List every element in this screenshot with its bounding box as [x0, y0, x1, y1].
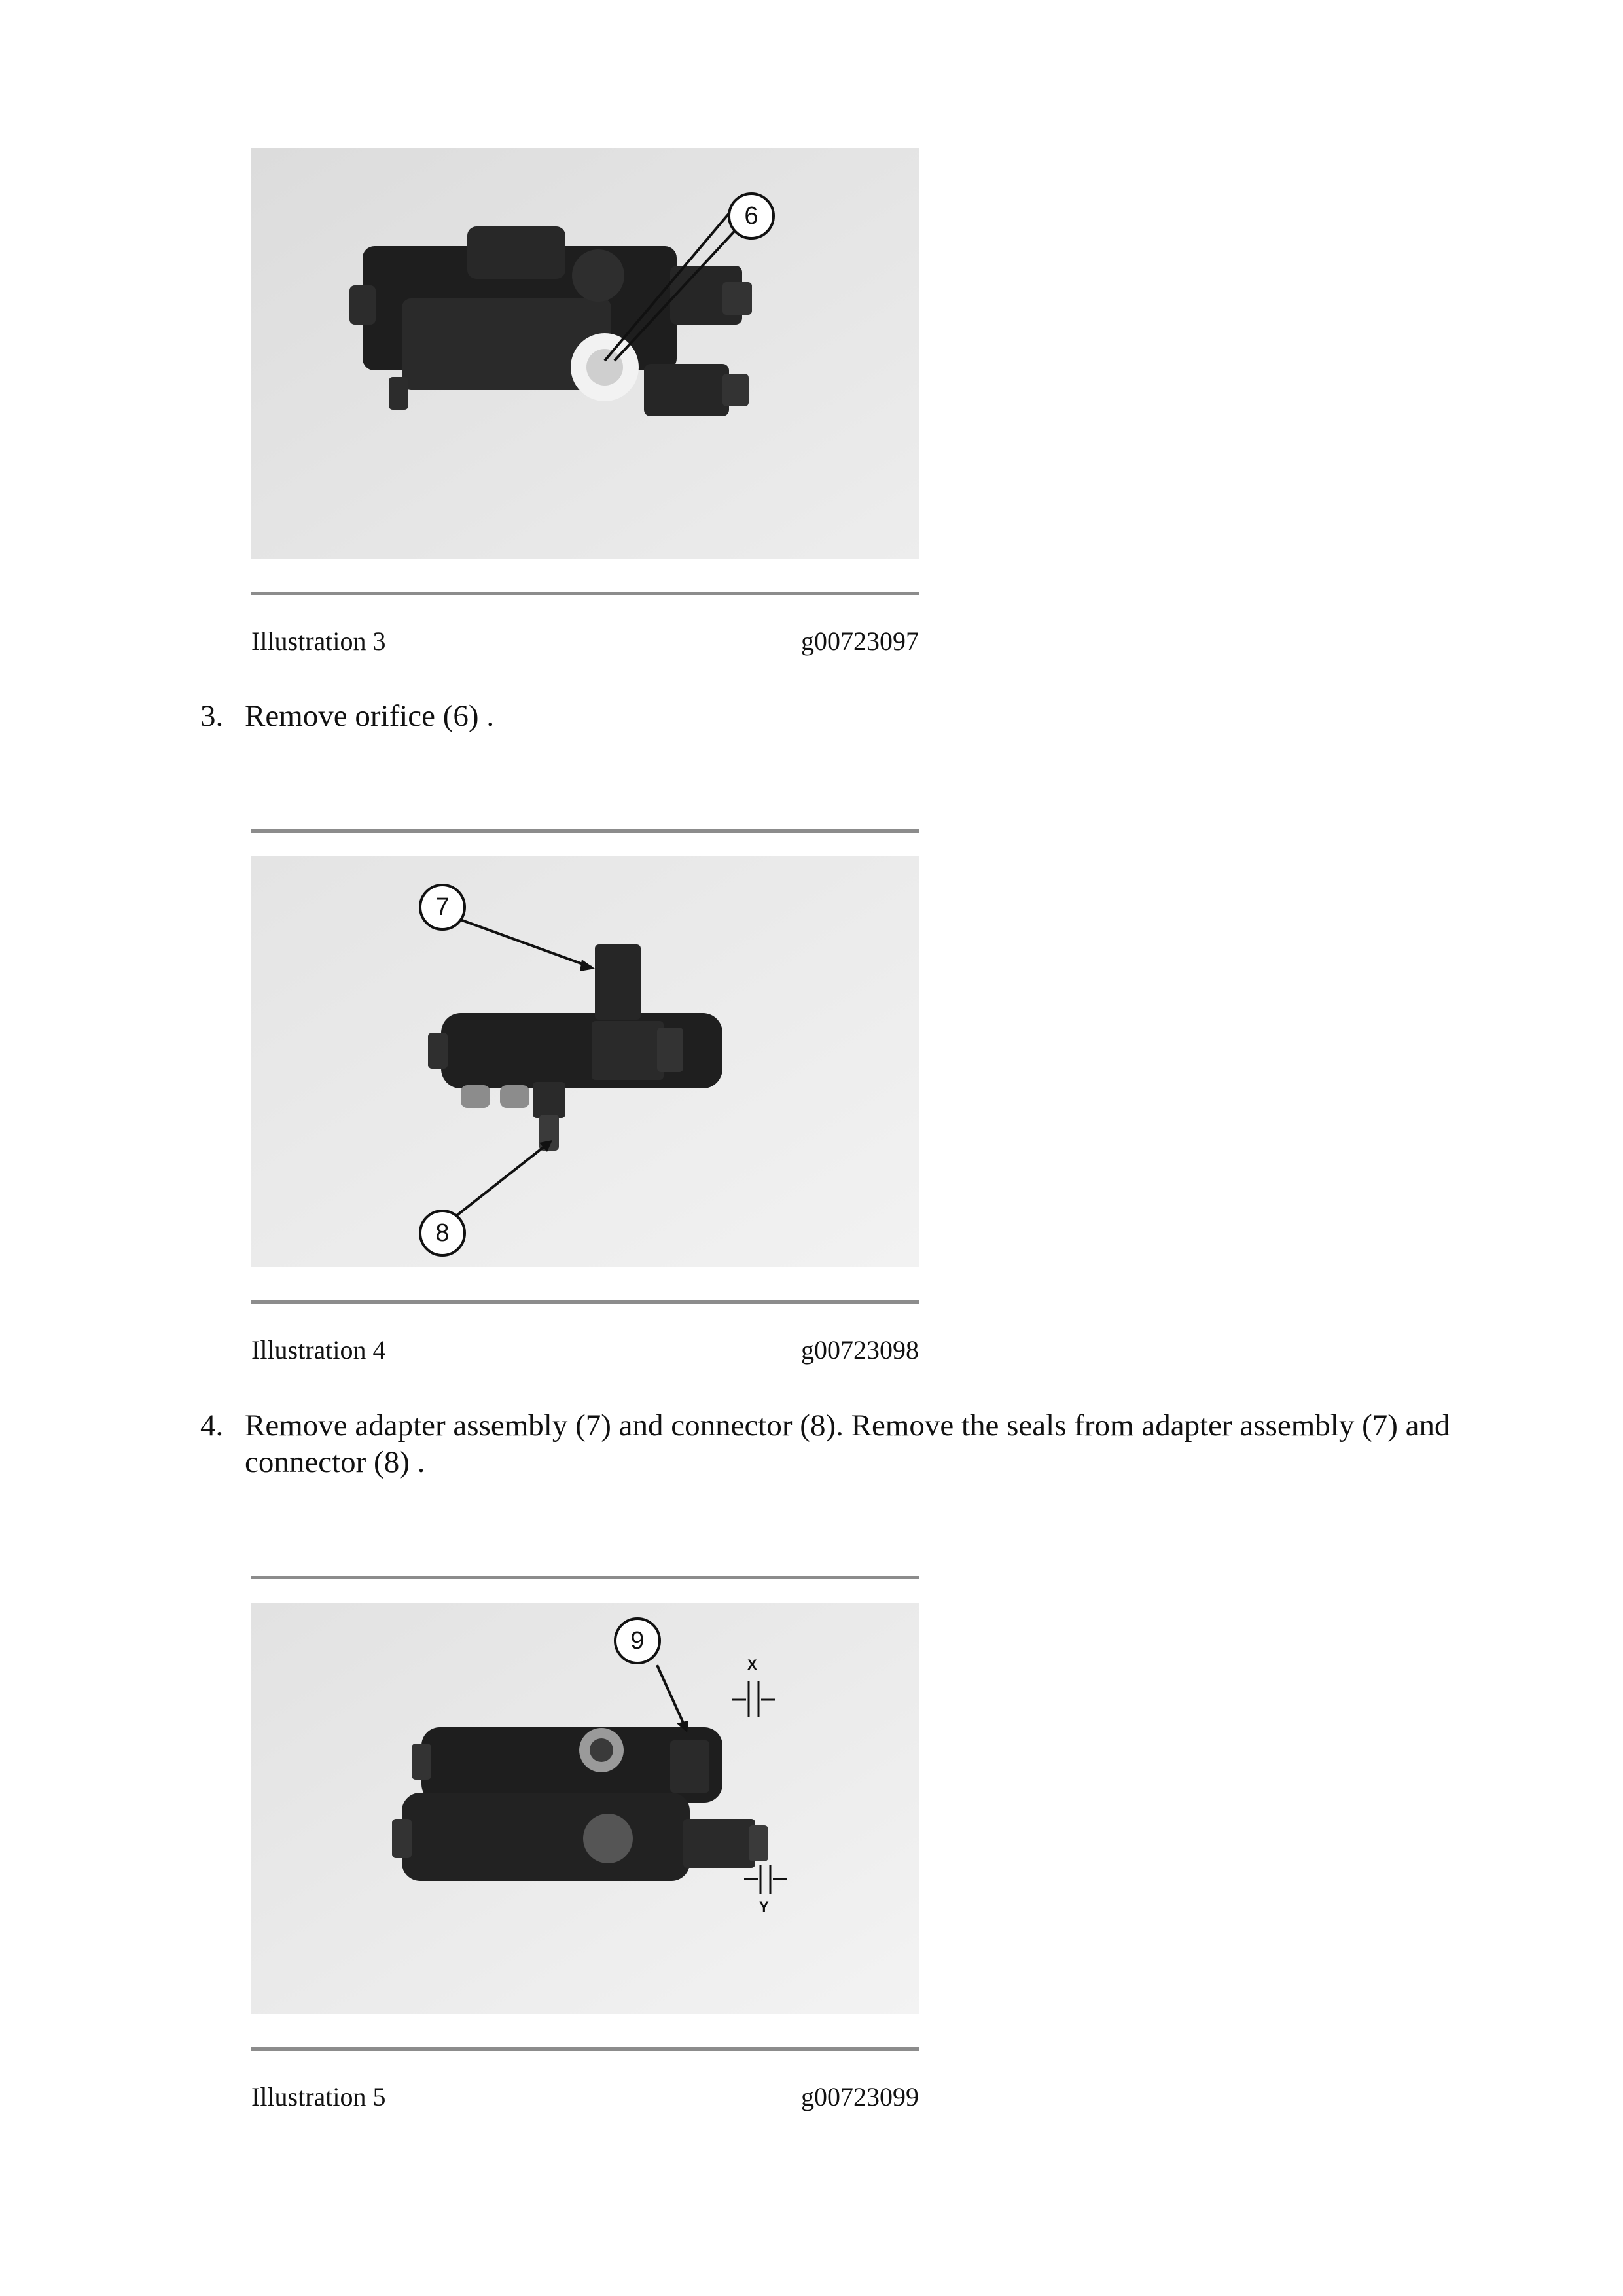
callout-6	[728, 192, 775, 240]
illustration-3-photo	[251, 148, 919, 559]
step-text: Remove adapter assembly (7) and connector (8). Remove the seals from adapter assembly (7) and connector (8) .	[245, 1408, 1450, 1479]
illustration-code: g00723099	[801, 2082, 919, 2111]
valve-photo-2	[251, 856, 919, 1267]
figure-rule	[251, 2047, 919, 2051]
callout-8	[419, 1210, 466, 1257]
valve-photo-3	[251, 1603, 919, 2014]
callout-9-label: 9	[630, 1627, 645, 1655]
callout-7-label: 7	[435, 893, 450, 921]
valve-photo-1	[251, 148, 919, 559]
callout-6-label: 6	[744, 202, 758, 230]
callout-9	[614, 1617, 661, 1664]
callout-7	[419, 884, 466, 931]
dimension-y-label: Y	[759, 1899, 769, 1915]
illustration-label: Illustration 3	[251, 626, 386, 656]
illustration-code: g00723098	[801, 1335, 919, 1365]
illustration-5-photo	[251, 1603, 919, 2014]
step-number: 4.	[200, 1408, 224, 1443]
figure-rule	[251, 592, 919, 595]
step-number: 3.	[200, 699, 224, 733]
illustration-label: Illustration 4	[251, 1335, 386, 1365]
figure-rule	[251, 1576, 919, 1579]
illustration-code: g00723097	[801, 626, 919, 656]
illustration-label: Illustration 5	[251, 2082, 386, 2111]
step-text: Remove orifice (6) .	[245, 699, 495, 733]
callout-8-label: 8	[435, 1219, 450, 1247]
dimension-x-label: X	[747, 1657, 757, 1673]
figure-rule	[251, 829, 919, 833]
illustration-4-photo	[251, 856, 919, 1267]
figure-rule	[251, 1300, 919, 1304]
